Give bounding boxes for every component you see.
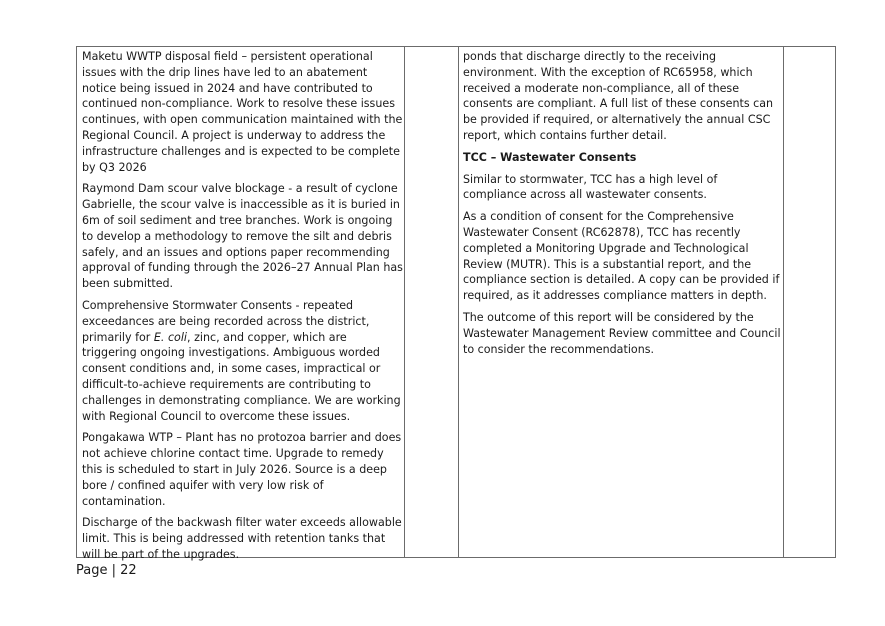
paragraph-stormwater-consents: [82, 298, 404, 424]
text-run: Comprehensive Stormwater Consents - repeated exceedances are being recorded across the district, primarily for: [82, 298, 370, 344]
content-table: [76, 46, 836, 561]
left-text-column: [82, 49, 404, 569]
column-divider: [404, 47, 405, 557]
text-run: , zinc, and copper, which are triggering ongoing investigations. Ambiguous worded consent conditions and, in some cases, impractical or difficult-to-achieve requirements are contributing to challenges in demonstrating compliance. We are working with Regional Council to overcome these issues.: [82, 330, 401, 423]
page-number: Page | 22: [76, 563, 137, 578]
section-heading: TCC – Wastewater Consents: [463, 150, 637, 164]
paragraph-stormwater-ponds: ponds that discharge directly to the receiving environment. With the exception of RC65958, which received a moderate non-compliance, all of these consents are compliant. A full list of these consents can be provided if required, or alternatively the annual CSC report, which contains further detail.: [463, 50, 774, 142]
italic-text: E. coli: [153, 330, 188, 344]
paragraph-outcome: The outcome of this report will be considered by the Wastewater Management Review committee and Council to consider the recommendations.: [463, 310, 781, 356]
paragraph-maketu-wwtp: Maketu WWTP disposal field – persistent operational issues with the drip lines have led to an abatement notice being issued in 2024 and have contributed to continued non-compliance. Work to resolve these issues continues, with open communication maintained with the Regional Council. A project is underway to address the infrastructure challenges and is expected to be complete by Q3 2026: [82, 50, 403, 174]
paragraph-mutr: As a condition of consent for the Comprehensive Wastewater Consent (RC62878), TCC has recently completed a Monitoring Upgrade and Technological Review (MUTR). This is a substantial report, and the compliance section is detailed. A copy can be provided if required, as it addresses compliance matters in depth.: [463, 210, 780, 303]
column-divider: [783, 47, 784, 557]
paragraph-wastewater-compliance: Similar to stormwater, TCC has a high level of compliance across all wastewater consents.: [463, 172, 718, 202]
paragraph-pongakawa-wtp: Pongakawa WTP – Plant has no protozoa barrier and does not achieve chlorine contact time. Upgrade to remedy this is scheduled to start in July 2026. Source is a deep bore / confined aquifer with very low risk of contamination.: [82, 431, 402, 508]
paragraph-backwash-discharge: Discharge of the backwash filter water exceeds allowable limit. This is being addressed with retention tanks that will be part of the upgrades.: [82, 516, 402, 561]
right-text-column: [463, 49, 781, 363]
column-divider: [458, 47, 459, 557]
paragraph-raymond-dam: Raymond Dam scour valve blockage - a result of cyclone Gabrielle, the scour valve is inaccessible as it is buried in 6m of soil sediment and tree branches. Work is ongoing to develop a methodology to remove the silt and debris safely, and an issues and options paper recommending approval of funding through the 2026–27 Annual Plan has been submitted.: [82, 182, 403, 291]
